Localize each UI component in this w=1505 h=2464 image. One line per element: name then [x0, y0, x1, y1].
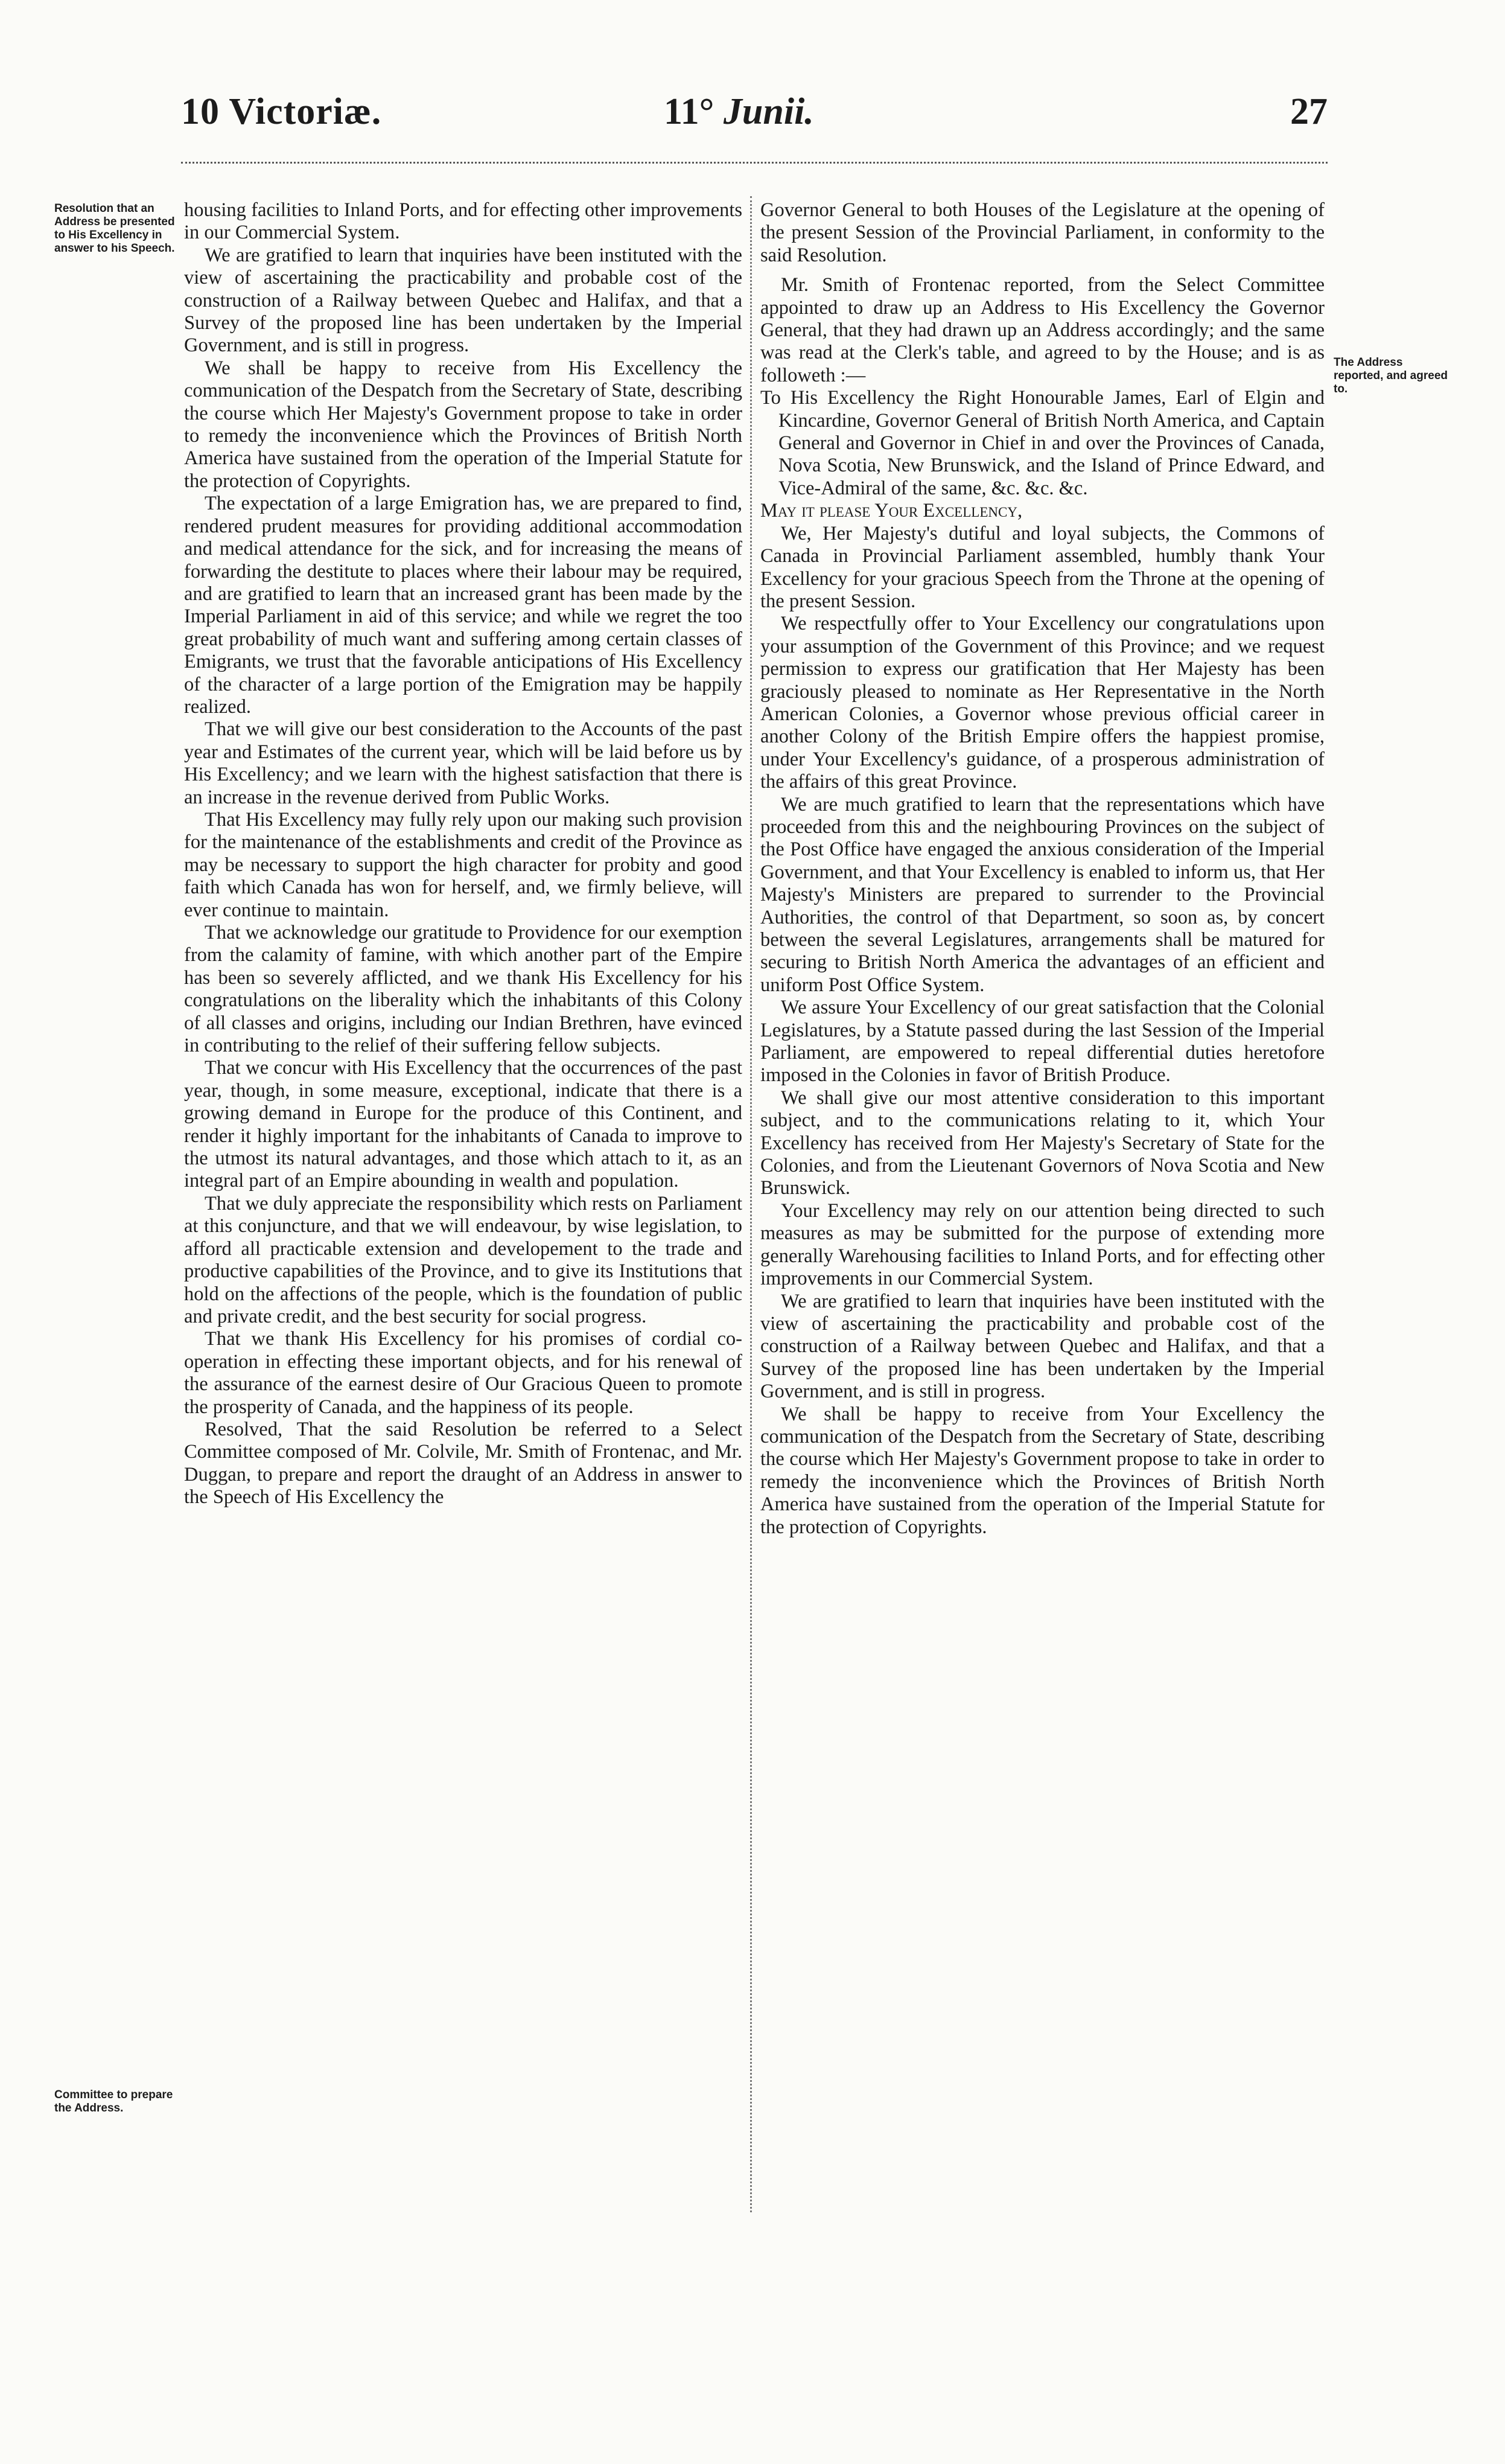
paragraph: We respectfully offer to Your Excellency our congratulations upon your assumption of the Government of this Province; and we request permission to express our gratification that Her Majesty has been graciously pleased to nominate as Her Representative in the North American Colonies, a Governor whose previous official career in another Colony of the British Empire offers the happiest promise, under Your Excellency's guidance, of a prosperous administration of the affairs of this great Province. [760, 613, 1325, 793]
paragraph: We shall be happy to receive from His Excellency the communication of the Despatch from the Secretary of State, describing the course which Her Majesty's Government propose to take in order to remedy the inconvenience which the Provinces of British North America have sustained from the operation of the Imperial Statute for the protection of Copyrights. [184, 357, 742, 492]
margin-note-resolution: Resolution that an Address be presented to His Excellency in answer to his Speech. [54, 202, 175, 255]
paragraph: That His Excellency may fully rely upon our making such provision for the maintenance of the establishments and credit of the Province as may be necessary to support the high character for probity and good faith which Canada has won for herself, and, we firmly believe, will ever continue to maintain. [184, 808, 742, 921]
paragraph: That we thank His Excellency for his promises of cordial co-operation in effecting these important objects, and for his renewal of the assurance of the earnest desire of Our Gracious Queen to promote the prosperity of Canada, and the happiness of its people. [184, 1328, 742, 1418]
paragraph: We are much gratified to learn that the representations which have proceeded from this and the neighbouring Provinces on the subject of the Post Office have engaged the anxious consideration of the Imperial Government, and that Your Excellency is enabled to inform us, that Her Majesty's Ministers are prepared to surrender to the Provincial Authorities, the control of that Department, so soon as, by concert between the several Legislatures, arrangements shall be matured for securing to British North America the advantages of an efficient and uniform Post Office System. [760, 793, 1325, 996]
date-month: Junii. [723, 91, 814, 132]
page-number: 27 [1290, 91, 1328, 132]
paragraph: We shall be happy to receive from Your Excellency the communication of the Despatch from the Secretary of State, describing the course which Her Majesty's Government propose to take in order to remedy the inconvenience which the Provinces of British North America have sustained from the operation of the Imperial Statute for the protection of Copyrights. [760, 1403, 1325, 1538]
resolution-paragraph: Resolved, That the said Resolution be referred to a Select Committee composed of Mr. Colvile, Mr. Smith of Frontenac, and Mr. Duggan, to prepare and report the draught of an Address in answer to the Speech of His Excellency the [184, 1418, 742, 1508]
paragraph: That we will give our best consideration to the Accounts of the past year and Estimates of the current year, which will be laid before us by His Excellency; and we learn with the highest satisfaction that there is an increase in the revenue derived from Public Works. [184, 718, 742, 808]
paragraph: We are gratified to learn that inquiries have been instituted with the view of ascertaining the practicability and probable cost of the construction of a Railway between Quebec and Halifax, and that a Survey of the proposed line has been undertaken by the Imperial Government, and is still in progress. [184, 244, 742, 357]
paragraph: Governor General to both Houses of the Legislature at the opening of the present Session of the Provincial Parliament, in conformity to the said Resolution. [760, 199, 1325, 266]
session-title: 10 Victoriæ. [181, 91, 382, 132]
paragraph: That we acknowledge our gratitude to Providence for our exemption from the calamity of famine, with which another part of the Empire has been so severely afflicted, and we thank His Excellency for his congratulations on the liberality which the inhabitants of this Colony of all classes and origins, including our Indian Brethren, have evinced in contributing to the relief of their suffering fellow subjects. [184, 922, 742, 1057]
column-divider [750, 196, 752, 2212]
report-paragraph: Mr. Smith of Frontenac reported, from the Select Committee appointed to draw up an Address to His Excellency the Governor General, that they had drawn up an Address accordingly; and the same was read at the Clerk's table, and agreed to by the House; and is as followeth :— [760, 274, 1325, 386]
paragraph: housing facilities to Inland Ports, and for effecting other improvements in our Commercial System. [184, 199, 742, 244]
date-day: 11° [664, 91, 714, 132]
paragraph: That we duly appreciate the responsibility which rests on Parliament at this conjuncture, and that we will endeavour, by wise legislation, to afford all practicable extension and developement to the trade and productive capabilities of the Province, and to give its Institutions that hold on the affections of the people, which is the foundation of public and private credit, and the best security for social progress. [184, 1192, 742, 1327]
paragraph: We are gratified to learn that inquiries have been instituted with the view of ascertaining the practicability and probable cost of the construction of a Railway between Quebec and Halifax, and that a Survey of the proposed line has been undertaken by the Imperial Government, and is still in progress. [760, 1290, 1325, 1403]
date-heading [664, 91, 814, 133]
margin-note-committee: Committee to prepare the Address. [54, 2089, 173, 2115]
salutation: May it please Your Excellency, [760, 500, 1023, 522]
address-superscription: To His Excellency the Right Honourable James, Earl of Elgin and Kincardine, Governor General of British North America, and Captain General and Governor in Chief in and over the Provinces of Canada, Nova Scotia, New Brunswick, and the Island of Prince Edward, and Vice-Admiral of the same, &c. &c. &c. [760, 387, 1325, 499]
paragraph: We assure Your Excellency of our great satisfaction that the Colonial Legislatures, by a Statute passed during the last Session of the Imperial Parliament, are empowered to repeal differential duties heretofore imposed in the Colonies in favor of British Produce. [760, 997, 1325, 1087]
header-rule [181, 162, 1328, 164]
page-header [181, 91, 1328, 139]
paragraph: Your Excellency may rely on our attention being directed to such measures as may be submitted for the purpose of extending more generally Warehousing facilities to Inland Ports, and for effecting other improvements in our Commercial System. [760, 1199, 1325, 1290]
paragraph: We shall give our most attentive consideration to this important subject, and to the communications relating to it, which Your Excellency has received from Her Majesty's Secretary of State for the Colonies, and from the Lieutenant Governors of Nova Scotia and New Brunswick. [760, 1087, 1325, 1199]
paragraph: The expectation of a large Emigration has, we are prepared to find, rendered prudent measures for providing additional accommodation and medical attendance for the sick, and for increasing the means of forwarding the destitute to places where their labour may be required, and are gratified to learn that an increased grant has been made by the Imperial Parliament in aid of this service; and while we regret the too great probability of much want and suffering among certain classes of Emigrants, we trust that the favorable anticipations of His Excellency of the character of a large portion of the Emigration may be happily realized. [184, 493, 742, 718]
left-column [184, 199, 742, 1509]
paragraph: We, Her Majesty's dutiful and loyal subjects, the Commons of Canada in Provincial Parliament assembled, humbly thank Your Excellency for your gracious Speech from the Throne at the opening of the present Session. [760, 522, 1325, 612]
right-column [760, 199, 1325, 1539]
paragraph: That we concur with His Excellency that the occurrences of the past year, though, in some measure, exceptional, indicate that there is a growing demand in Europe for the produce of this Continent, and render it highly important for the inhabitants of Canada to improve to the utmost its natural advantages, and those which attach to it, as an integral part of an Empire abounding in wealth and population. [184, 1057, 742, 1192]
margin-note-address-reported: The Address reported, and agreed to. [1334, 356, 1448, 395]
